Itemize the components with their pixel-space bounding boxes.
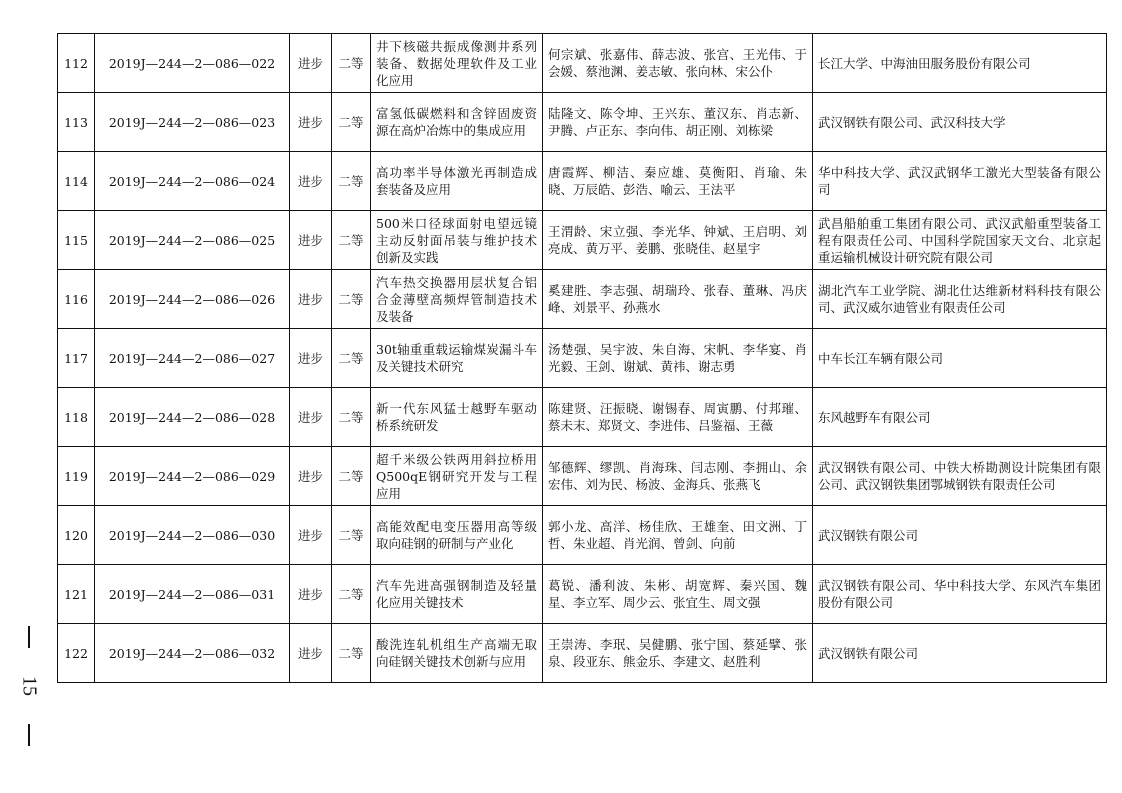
row-number-cell: 118 — [58, 388, 95, 447]
awards-table — [57, 33, 1107, 683]
registration-code-cell: 2019J—244—2—086—031 — [95, 565, 290, 624]
table-row — [58, 329, 1107, 388]
award-level-cell: 二等 — [332, 270, 371, 329]
project-name-cell: 500米口径球面射电望远镜主动反射面吊装与维护技术创新及实践 — [371, 211, 543, 270]
completing-units-cell: 湖北汽车工业学院、湖北仕达维新材料科技有限公司、武汉威尔迪管业有限责任公司 — [813, 270, 1107, 329]
project-name-cell: 30t轴重重载运输煤炭漏斗车及关键技术研究 — [371, 329, 543, 388]
main-contributors-cell: 王崇涛、李珉、吴健鹏、张宁国、蔡延擘、张泉、段亚东、熊金乐、李建文、赵胜利 — [543, 624, 813, 683]
row-number-cell: 117 — [58, 329, 95, 388]
award-type-cell: 进步 — [290, 329, 332, 388]
completing-units-cell: 武汉钢铁有限公司、中铁大桥勘测设计院集团有限公司、武汉钢铁集团鄂城钢铁有限责任公司 — [813, 447, 1107, 506]
award-type-cell: 进步 — [290, 624, 332, 683]
project-name-cell: 超千米级公铁两用斜拉桥用Q500qE钢研究开发与工程应用 — [371, 447, 543, 506]
main-contributors-cell: 邹德辉、缪凯、肖海珠、闫志刚、李拥山、余宏伟、刘为民、杨波、金海兵、张燕飞 — [543, 447, 813, 506]
award-level-cell: 二等 — [332, 329, 371, 388]
main-contributors-cell: 何宗斌、张嘉伟、薛志波、张宫、王光伟、于会媛、蔡池渊、姜志敏、张向林、宋公仆 — [543, 34, 813, 93]
award-level-cell: 二等 — [332, 624, 371, 683]
award-type-cell: 进步 — [290, 93, 332, 152]
project-name-cell: 井下核磁共振成像测井系列装备、数据处理软件及工业化应用 — [371, 34, 543, 93]
table-row — [58, 506, 1107, 565]
page-number-text: 15 — [18, 676, 41, 696]
row-number-cell: 114 — [58, 152, 95, 211]
registration-code-cell: 2019J—244—2—086—023 — [95, 93, 290, 152]
page-number — [14, 626, 44, 746]
registration-code-cell: 2019J—244—2—086—028 — [95, 388, 290, 447]
award-level-cell: 二等 — [332, 211, 371, 270]
completing-units-cell: 武汉钢铁有限公司 — [813, 506, 1107, 565]
row-number-cell: 112 — [58, 34, 95, 93]
main-contributors-cell: 奚建胜、李志强、胡瑞玲、张春、董琳、冯庆峰、刘景平、孙燕水 — [543, 270, 813, 329]
award-type-cell: 进步 — [290, 506, 332, 565]
award-level-cell: 二等 — [332, 152, 371, 211]
main-contributors-cell: 汤楚强、吴宇波、朱自海、宋帆、李华宴、肖光毅、王剑、谢斌、黄祎、谢志勇 — [543, 329, 813, 388]
table-row — [58, 624, 1107, 683]
main-contributors-cell: 陈建贤、汪振晓、谢锡春、周寅鹏、付邦璀、蔡未末、郑贤文、李进伟、吕鉴福、王薇 — [543, 388, 813, 447]
row-number-cell: 116 — [58, 270, 95, 329]
award-level-cell: 二等 — [332, 388, 371, 447]
award-type-cell: 进步 — [290, 270, 332, 329]
award-type-cell: 进步 — [290, 447, 332, 506]
completing-units-cell: 长江大学、中海油田服务股份有限公司 — [813, 34, 1107, 93]
registration-code-cell: 2019J—244—2—086—022 — [95, 34, 290, 93]
table-row — [58, 447, 1107, 506]
project-name-cell: 汽车热交换器用层状复合铝合金薄壁高频焊管制造技术及装备 — [371, 270, 543, 329]
registration-code-cell: 2019J—244—2—086—025 — [95, 211, 290, 270]
row-number-cell: 115 — [58, 211, 95, 270]
project-name-cell: 酸洗连轧机组生产高端无取向硅钢关键技术创新与应用 — [371, 624, 543, 683]
table-row — [58, 211, 1107, 270]
completing-units-cell: 东风越野车有限公司 — [813, 388, 1107, 447]
registration-code-cell: 2019J—244—2—086—029 — [95, 447, 290, 506]
award-type-cell: 进步 — [290, 211, 332, 270]
main-contributors-cell: 郭小龙、高洋、杨佳欣、王雄奎、田文洲、丁哲、朱业超、肖光润、曾剑、向前 — [543, 506, 813, 565]
table-row — [58, 93, 1107, 152]
completing-units-cell: 武汉钢铁有限公司 — [813, 624, 1107, 683]
project-name-cell: 高能效配电变压器用高等级取向硅钢的研制与产业化 — [371, 506, 543, 565]
row-number-cell: 119 — [58, 447, 95, 506]
project-name-cell: 汽车先进高强钢制造及轻量化应用关键技术 — [371, 565, 543, 624]
main-contributors-cell: 唐霞辉、柳洁、秦应雄、莫衡阳、肖瑜、朱晓、万辰皓、彭浩、喻云、王法平 — [543, 152, 813, 211]
registration-code-cell: 2019J—244—2—086—024 — [95, 152, 290, 211]
row-number-cell: 121 — [58, 565, 95, 624]
row-number-cell: 122 — [58, 624, 95, 683]
awards-table-body — [58, 34, 1107, 683]
award-type-cell: 进步 — [290, 388, 332, 447]
completing-units-cell: 武昌船舶重工集团有限公司、武汉武船重型装备工程有限责任公司、中国科学院国家天文台、北京起重运输机械设计研究院有限公司 — [813, 211, 1107, 270]
award-level-cell: 二等 — [332, 447, 371, 506]
main-contributors-cell: 葛锐、潘利波、朱彬、胡宽辉、秦兴国、魏星、李立军、周少云、张宜生、周文强 — [543, 565, 813, 624]
page-number-dash-top — [28, 626, 30, 648]
award-type-cell: 进步 — [290, 34, 332, 93]
project-name-cell: 新一代东风猛士越野车驱动桥系统研发 — [371, 388, 543, 447]
table-row — [58, 152, 1107, 211]
main-contributors-cell: 陆隆文、陈令坤、王兴东、董汉东、肖志新、尹腾、卢正东、李向伟、胡正刚、刘栋梁 — [543, 93, 813, 152]
row-number-cell: 113 — [58, 93, 95, 152]
table-row — [58, 34, 1107, 93]
award-level-cell: 二等 — [332, 34, 371, 93]
award-type-cell: 进步 — [290, 565, 332, 624]
row-number-cell: 120 — [58, 506, 95, 565]
page-number-dash-bottom — [28, 724, 30, 746]
table-row — [58, 270, 1107, 329]
award-level-cell: 二等 — [332, 506, 371, 565]
award-level-cell: 二等 — [332, 565, 371, 624]
completing-units-cell: 中车长江车辆有限公司 — [813, 329, 1107, 388]
completing-units-cell: 武汉钢铁有限公司、武汉科技大学 — [813, 93, 1107, 152]
award-level-cell: 二等 — [332, 93, 371, 152]
project-name-cell: 高功率半导体激光再制造成套装备及应用 — [371, 152, 543, 211]
completing-units-cell: 华中科技大学、武汉武钢华工激光大型装备有限公司 — [813, 152, 1107, 211]
registration-code-cell: 2019J—244—2—086—027 — [95, 329, 290, 388]
registration-code-cell: 2019J—244—2—086—030 — [95, 506, 290, 565]
project-name-cell: 富氢低碳燃料和含锌固废资源在高炉冶炼中的集成应用 — [371, 93, 543, 152]
award-type-cell: 进步 — [290, 152, 332, 211]
table-row — [58, 565, 1107, 624]
table-row — [58, 388, 1107, 447]
main-contributors-cell: 王渭龄、宋立强、李光华、钟斌、王启明、刘亮成、黄万平、姜鹏、张晓佳、赵星宇 — [543, 211, 813, 270]
completing-units-cell: 武汉钢铁有限公司、华中科技大学、东风汽车集团股份有限公司 — [813, 565, 1107, 624]
registration-code-cell: 2019J—244—2—086—032 — [95, 624, 290, 683]
registration-code-cell: 2019J—244—2—086—026 — [95, 270, 290, 329]
